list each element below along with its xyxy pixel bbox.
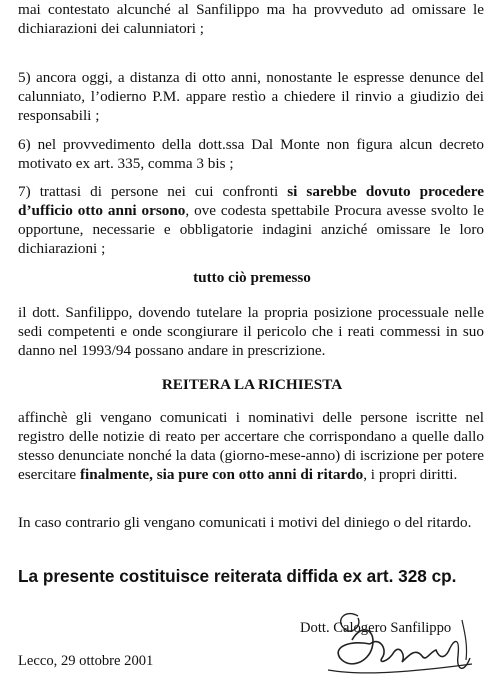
affinche-text-a: affinchè gli vengano comunicati i nominativi delle persone iscritte nel registro delle notizie di reato per accertare che corrispondano a quelle dallo stesso denunciate nonché la data (giorno-mese-anno) di iscrizione per potere esercitare bbox=[18, 409, 484, 483]
diffida-statement: La presente costituisce reiterata diffida ex art. 328 cp. bbox=[18, 566, 457, 586]
paragraph-sanfilippo: il dott. Sanfilippo, dovendo tutelare la propria posizione processuale nelle sedi competenti e onde scongiurare il pericolo che i reati commessi in suo danno nel 1993/94 possano andare in prescrizione. bbox=[18, 304, 484, 359]
paragraph-affinche bbox=[18, 408, 484, 484]
affinche-text-b: , i propri diritti. bbox=[363, 466, 458, 483]
paragraph-contrario: In caso contrario gli vengano comunicati i motivi del diniego o del ritardo. bbox=[18, 514, 472, 531]
point-7-text-b: , ove codesta spettabile Procura avesse svolto le opportune, necessarie e obbligatorie indagini anziché omissare le loro dichiarazioni ; bbox=[18, 202, 484, 257]
paragraph-point-5: 5) ancora oggi, a distanza di otto anni, nonostante le espresse denunce del calunniato, l’odierno P.M. appare restìo a chiedere il rinvio a giudizio dei responsabili ; bbox=[18, 69, 484, 124]
handwritten-signature bbox=[322, 600, 492, 682]
signatory-name: Dott. Calogero Sanfilippo bbox=[300, 620, 452, 636]
paragraph-point-7 bbox=[18, 182, 484, 258]
heading-premesso: tutto ciò premesso bbox=[193, 269, 311, 286]
heading-reitera: REITERA LA RICHIESTA bbox=[161, 376, 343, 393]
place-and-date: Lecco, 29 ottobre 2001 bbox=[18, 653, 154, 669]
point-7-emphasis: si sarebbe dovuto procedere d’ufficio otto anni orsono bbox=[18, 183, 484, 219]
point-7-text-a: 7) trattasi di persone nei cui confronti bbox=[18, 183, 288, 200]
affinche-emphasis: finalmente, sia pure con otto anni di ritardo bbox=[79, 466, 364, 483]
paragraph-point-6: 6) nel provvedimento della dott.ssa Dal Monte non figura alcun decreto motivato ex art. 335, comma 3 bis ; bbox=[18, 136, 484, 172]
paragraph-intro: mai contestato alcunché al Sanfilippo ma ha provveduto ad omissare le dichiarazioni dei calunniatori ; bbox=[18, 1, 484, 37]
